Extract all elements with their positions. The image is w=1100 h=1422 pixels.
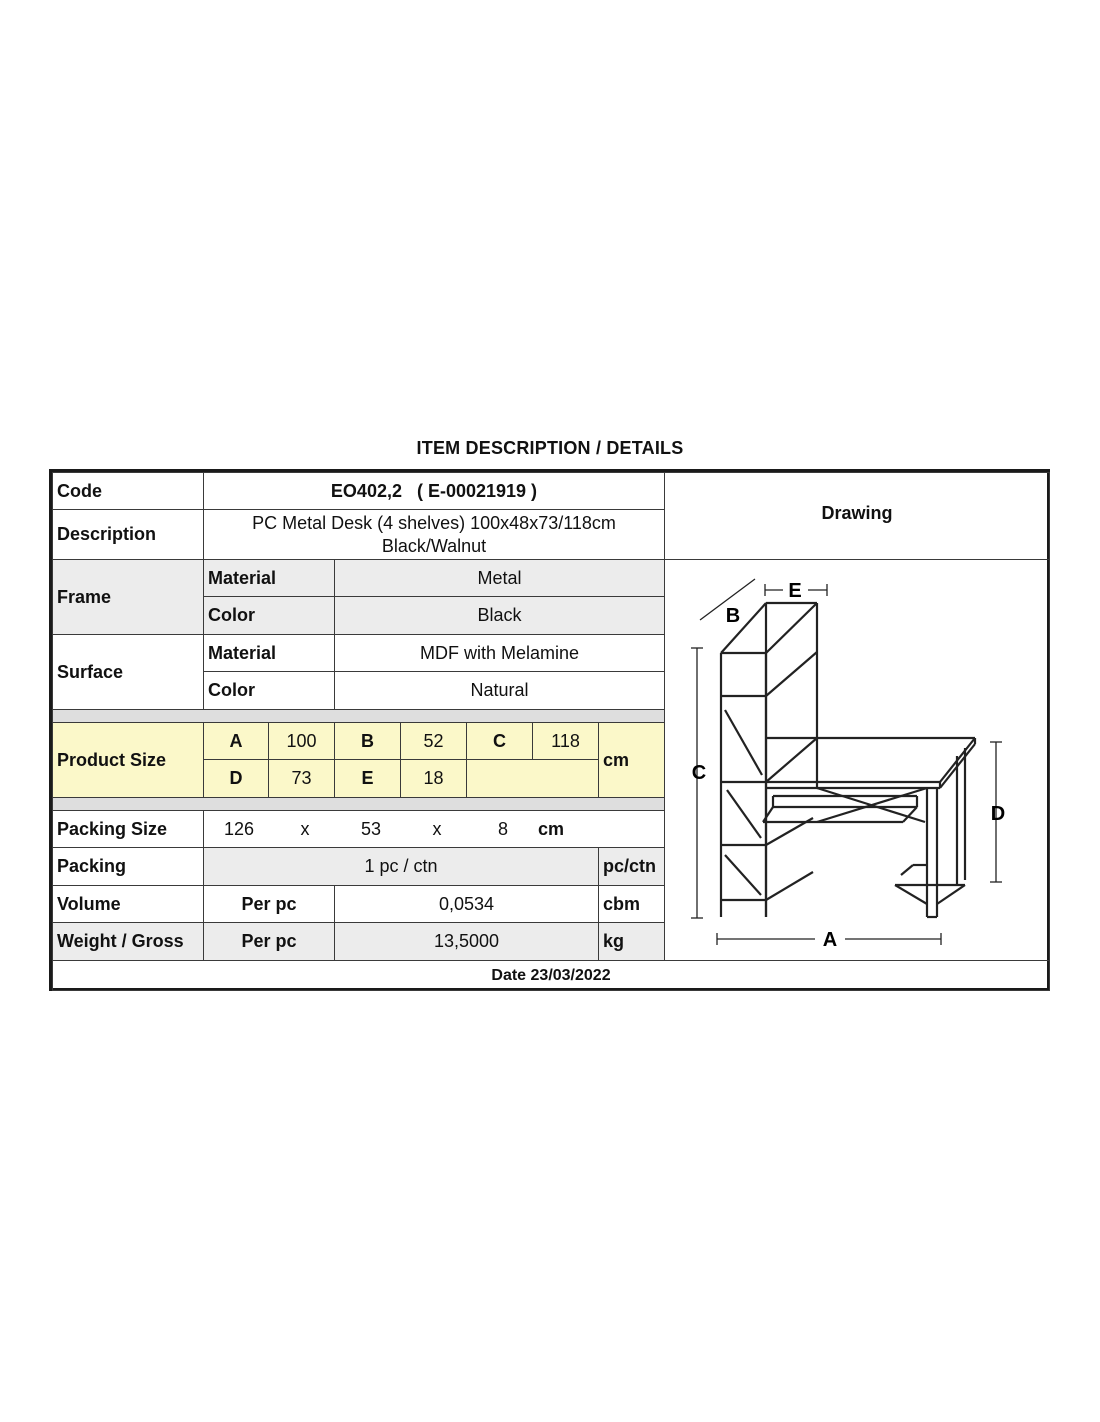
packing-size-label: Packing Size — [52, 810, 204, 848]
dim-empty-cell — [466, 759, 599, 798]
packing-width: 53 — [360, 819, 382, 839]
drawing-label-b: B — [725, 605, 741, 627]
description-line-2: Black/Walnut — [381, 535, 487, 556]
product-size-unit: cm — [598, 722, 665, 798]
surface-label: Surface — [52, 634, 204, 710]
desk-drawing — [665, 560, 1049, 960]
packing-length: 126 — [223, 819, 255, 839]
drawing-label-e: E — [788, 580, 802, 602]
drawing-label-a: A — [822, 929, 838, 951]
packing-value: 1 pc / ctn — [203, 847, 599, 886]
volume-per: Per pc — [203, 885, 335, 923]
packing-height: 8 — [497, 819, 508, 839]
date-footer: Date 23/03/2022 — [52, 960, 1050, 991]
dim-d-key: D — [203, 759, 269, 798]
description-label: Description — [52, 509, 204, 560]
packing-unit: pc/ctn — [598, 847, 665, 886]
dim-d-value: 73 — [268, 759, 335, 798]
description-value — [203, 509, 665, 560]
volume-value: 0,0534 — [334, 885, 599, 923]
packing-size-unit: cm — [537, 819, 564, 839]
drawing-label-c: C — [691, 762, 707, 784]
dim-a-key: A — [203, 722, 269, 760]
dim-e-value: 18 — [400, 759, 467, 798]
dim-b-key: B — [334, 722, 401, 760]
drawing-header: Drawing — [664, 472, 1050, 560]
separator-band-bottom — [52, 797, 665, 811]
separator-band-top — [52, 709, 665, 723]
frame-color-label: Color — [203, 596, 335, 635]
weight-value: 13,5000 — [334, 922, 599, 961]
dim-c-key: C — [466, 722, 533, 760]
item-details-table — [49, 469, 1050, 991]
weight-label: Weight / Gross — [52, 922, 204, 961]
frame-color-value: Black — [334, 596, 665, 635]
description-line-1: PC Metal Desk (4 shelves) 100x48x73/118cm — [252, 513, 616, 533]
dim-c-value: 118 — [532, 722, 599, 760]
weight-unit: kg — [598, 922, 665, 961]
packing-x-2: x — [432, 819, 442, 839]
surface-material-label: Material — [203, 634, 335, 672]
product-size-label: Product Size — [52, 722, 204, 798]
surface-material-value: MDF with Melamine — [334, 634, 665, 672]
dim-a-value: 100 — [268, 722, 335, 760]
surface-color-label: Color — [203, 671, 335, 710]
packing-size-values — [203, 810, 665, 848]
frame-material-label: Material — [203, 559, 335, 597]
code-label: Code — [52, 472, 204, 510]
volume-label: Volume — [52, 885, 204, 923]
dim-b-value: 52 — [400, 722, 467, 760]
dim-e-key: E — [334, 759, 401, 798]
surface-color-value: Natural — [334, 671, 665, 710]
code-value: EO402,2 ( E-00021919 ) — [203, 472, 665, 510]
packing-x-1: x — [300, 819, 310, 839]
frame-label: Frame — [52, 559, 204, 635]
drawing-label-d: D — [990, 803, 1006, 825]
weight-per: Per pc — [203, 922, 335, 961]
frame-material-value: Metal — [334, 559, 665, 597]
volume-unit: cbm — [598, 885, 665, 923]
drawing-cell — [664, 559, 1050, 961]
packing-label: Packing — [52, 847, 204, 886]
document-title: ITEM DESCRIPTION / DETAILS — [416, 438, 684, 458]
